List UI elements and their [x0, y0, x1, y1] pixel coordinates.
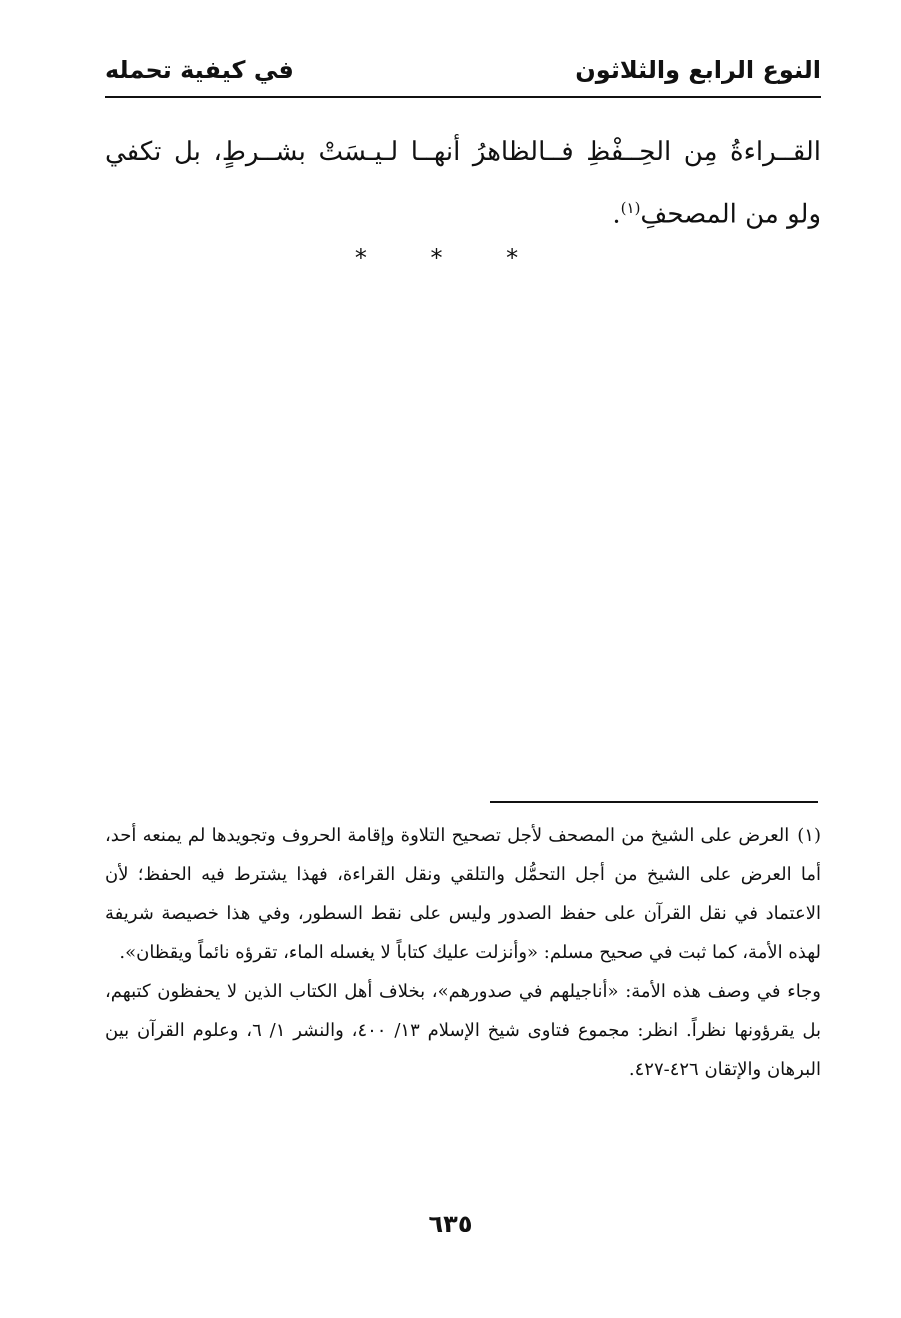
footnote-paragraph-2 — [105, 972, 821, 1089]
footnote-paragraph-1 — [105, 816, 821, 972]
header-rule — [105, 96, 821, 98]
chapter-title: النوع الرابع والثلاثون — [575, 56, 821, 84]
running-header — [105, 52, 821, 98]
footnotes — [105, 816, 821, 1089]
section-separator: * * * — [354, 244, 547, 272]
body-end-punctuation: . — [612, 199, 621, 230]
footnote-number: (١) — [797, 825, 821, 846]
footnote-text-1: العرض على الشيخ من المصحف لأجل تصحيح التلاوة وإقامة الحروف وتجويدها لم يمنعه أحد، أما العرض على الشيخ من أجل التحمُّل والتلقي ونقل القراءة، فهذا يشترط فيه الحفظ؛ لأن الاعتماد في نقل القرآن على حفظ الصدور وليس على نقط السطور، وفي هذا خصيصة شريفة لهذه الأمة، كما ثبت في صحيح مسلم: «وأنزلت عليك كتاباً لا يغسله الماء، تقرؤه نائماً ويقظان». — [105, 825, 821, 963]
page-number: ٦٣٥ — [428, 1210, 473, 1238]
footnote-reference[interactable]: (١) — [620, 199, 641, 217]
body-paragraph — [105, 124, 821, 243]
section-title: في كيفية تحمله — [105, 56, 294, 84]
body-text: القــراءةُ مِن الحِــفْظِ فــالظاهرُ أنهــا لـيـسَتْ بشــرطٍ، بل تكفي ولو من المصحفِ — [105, 137, 821, 230]
footnote-text-2: وجاء في وصف هذه الأمة: «أناجيلهم في صدورهم»، بخلاف أهل الكتاب الذين لا يحفظون كتبهم، بل يقرؤونها نظراً. انظر: مجموع فتاوى شيخ الإسلام ١٣/ ٤٠٠، والنشر ١/ ٦، وعلوم القرآن بين البرهان والإتقان ٤٢٦-٤٢٧. — [105, 981, 821, 1080]
footnote-rule — [490, 801, 818, 803]
